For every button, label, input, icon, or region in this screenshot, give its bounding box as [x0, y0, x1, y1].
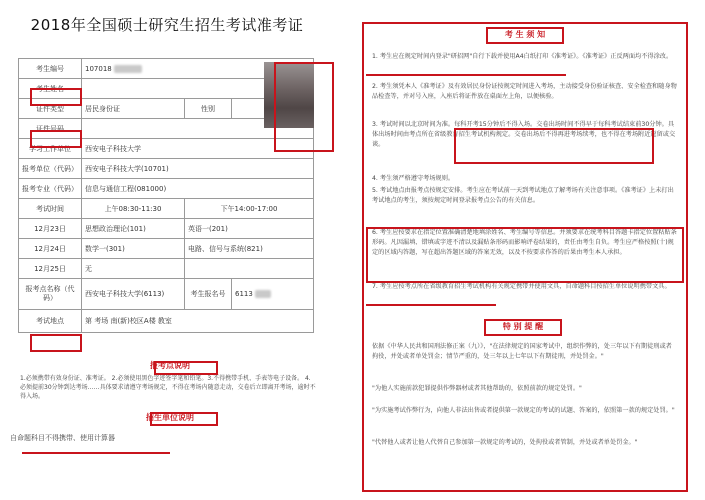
am-time: 上午08:30-11:30	[82, 199, 185, 219]
highlight-notice-title	[486, 27, 564, 44]
exam-no-label: 考生编号	[19, 59, 82, 79]
day2-date: 12月24日	[19, 239, 82, 259]
highlight-photo	[274, 62, 334, 152]
day3-pm	[185, 259, 314, 279]
tips-title: 特 别 提 醒	[502, 322, 544, 331]
notice-p3: 3. 考试时间以北京时间为准。每科开考15分钟后不得入场。交卷出场时间不得早于每科考试结束前30分钟。具体出场时间由考点所在省级教育招生考试机构规定。交卷出场后不得再进考场续考，也不得在考场附近逗留或交谈。	[372, 121, 676, 148]
time-label: 考试时间	[19, 199, 82, 219]
notice-p6: 6. 考生应按要求在指定位置准确清楚地填涂姓名、考生编号等信息。并须要求在统考科目答题卡指定位置粘贴条形码。凡因漏填、错填或字迹不清以及漏贴条形码而影响评卷结果的，责任由考生自负。考生应严格按照(十)规定的区域内答题，写在超出答题区域的答案无效，以及不按要求作答的后果由考生本人承担。	[372, 229, 677, 256]
unit-note-text: 自命题科目不得携带、使用计算器	[10, 434, 115, 442]
notice-p2: 2. 考生须凭本人《准考证》及有效居民身份证按规定时间进入考场，主动接受身份验证核查、安全检查和随身物品检查等，并对号入座，入座后将证件放在桌面左上角，以便核验。	[372, 83, 677, 100]
gender-label: 性别	[185, 99, 232, 119]
ticket-title: 2018年全国硕士研究生招生考试准考证	[30, 16, 304, 34]
highlight-name	[30, 88, 82, 106]
notice-p7: 7. 考生应按考点所在省级教育招生考试机构有关规定携带并使用文具，自命题科目按招生单位说明携带文具。	[372, 283, 671, 290]
apply-major-label: 报考专业（代码）	[19, 179, 82, 199]
apply-unit-value: 西安电子科技大学(10701)	[82, 159, 314, 179]
underline-p1	[366, 74, 566, 76]
apply-major-value: 信息与通信工程(081000)	[82, 179, 314, 199]
day2-pm: 电路、信号与系统(821)	[185, 239, 314, 259]
highlight-address	[30, 334, 82, 352]
day1-date: 12月23日	[19, 219, 82, 239]
site-note-title: 报考点说明	[150, 361, 190, 370]
id-no-label: 证件号码	[19, 119, 82, 139]
day3-date: 12月25日	[19, 259, 82, 279]
day2-am: 数学一(301)	[82, 239, 185, 259]
redacted-block	[114, 65, 142, 73]
pm-time: 下午14:00-17:00	[185, 199, 314, 219]
id-type-label: 证件类型	[19, 99, 82, 119]
day1-am: 思想政治理论(101)	[82, 219, 185, 239]
underline-unit-note	[22, 452, 170, 454]
apply-unit-label: 报考单位（代码）	[19, 159, 82, 179]
highlight-p3	[454, 128, 654, 164]
reg-no-label: 考生报名号	[185, 279, 232, 310]
site-label: 报考点名称（代码）	[19, 279, 82, 310]
redacted-block	[255, 290, 271, 298]
addr-label: 考试地点	[19, 310, 82, 333]
day3-am: 无	[82, 259, 185, 279]
highlight-tips-title	[484, 319, 562, 336]
notice-p1: 1. 考生应在规定时间内登录"研招网"自行下载并使用A4白纸打印《准考证》。《准考证》正反两面均不得涂改。	[372, 53, 673, 60]
notice-p5: 5. 考试地点由报考点按规定安排。考生应在考试前一天到考试地点了解考场有关注意事项。《准考证》上未打出考试地点的考生，须按规定时间登录报考点公告的有关信息。	[372, 187, 674, 204]
name-label: 考生姓名	[19, 79, 82, 99]
notice-title: 考 生 须 知	[504, 30, 546, 39]
exam-no-value: 107018	[82, 59, 314, 79]
unit-note-title: 招生单位说明	[146, 413, 194, 422]
work-label: 学习工作单位	[19, 139, 82, 159]
site-note-text: 1.必须携带有效身份证、准考证。 2.必须使用黑色字迹签字笔和铅笔。3.不得携带手机、手表等电子设备。 4.必须提前30分钟到达考场……具体要求请遵守考场规定，不得在考场内随意走动，交卷后立即离开考场，逾时不得入场。	[20, 375, 316, 400]
underline-p7	[366, 304, 496, 306]
addr-value: 第 考场 南(新)校区A楼 教室	[82, 310, 314, 333]
notice-p4: 4. 考生须严格遵守考场规则。	[372, 175, 455, 182]
reg-no-value: 6113	[232, 279, 314, 310]
work-value: 西安电子科技大学	[82, 139, 314, 159]
tips-t4: "代替他人或者让他人代替自己参加第一款规定的考试的，处拘役或者管制，并处或者单处罚金。"	[372, 439, 638, 446]
highlight-site-note	[154, 361, 218, 375]
tips-t1: 依据《中华人民共和国刑法修正案（九）》，"在法律规定的国家考试中，组织作弊的，处三年以下有期徒刑或者拘役，并处或者单处罚金；情节严重的，处三年以上七年以下有期徒刑，并处罚金。"	[372, 343, 672, 360]
tips-t3: "为实施考试作弊行为，向他人非法出售或者提供第一款规定的考试的试题、答案的，依照第一款的规定处罚。"	[372, 407, 675, 414]
id-type-value: 居民身份证	[82, 99, 185, 119]
site-value: 西安电子科技大学(6113)	[82, 279, 185, 310]
highlight-p6	[366, 227, 684, 283]
highlight-unit-note	[150, 412, 218, 426]
tips-t2: "为他人实施前款犯罪提供作弊器材或者其他帮助的，依照前款的规定处罚。"	[372, 385, 582, 392]
highlight-id-no	[30, 130, 82, 148]
day1-pm: 英语一(201)	[185, 219, 314, 239]
